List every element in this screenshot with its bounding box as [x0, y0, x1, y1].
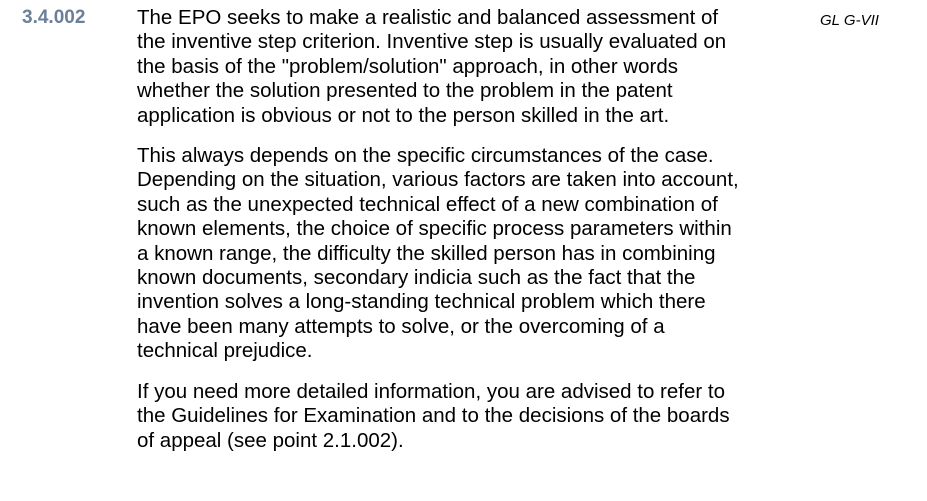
section-number: 3.4.002	[22, 7, 86, 28]
text-line: the Guidelines for Examination and to the decisions of the boards	[137, 404, 730, 428]
text-line: whether the solution presented to the problem in the patent	[137, 79, 673, 103]
section-body	[137, 6, 797, 469]
text-line: have been many attempts to solve, or the overcoming of a	[137, 314, 665, 338]
text-line: the inventive step criterion. Inventive step is usually evaluated on	[137, 30, 727, 54]
text-line: the basis of the "problem/solution" approach, in other words	[137, 54, 679, 78]
text-line: If you need more detailed information, you are advised to refer to	[137, 379, 726, 403]
text-line: a known range, the difficulty the skilled person has in combining	[137, 241, 716, 265]
text-line: of appeal (see point 2.1.002).	[137, 428, 404, 452]
paragraph-1	[137, 6, 797, 128]
text-line: invention solves a long-standing technical problem which there	[137, 290, 706, 314]
text-line: The EPO seeks to make a realistic and balanced assessment of	[137, 6, 719, 29]
margin-reference: GL G-VII	[820, 12, 879, 29]
text-line: application is obvious or not to the person skilled in the art.	[137, 103, 670, 127]
text-line: Depending on the situation, various factors are taken into account,	[137, 168, 739, 192]
text-line: technical prejudice.	[137, 339, 313, 363]
text-line: known elements, the choice of specific process parameters within	[137, 217, 732, 241]
paragraph-2	[137, 144, 797, 364]
text-line: This always depends on the specific circumstances of the case.	[137, 144, 714, 168]
text-line: such as the unexpected technical effect of a new combination of	[137, 192, 718, 216]
paragraph-3	[137, 380, 797, 453]
text-line: known documents, secondary indicia such as the fact that the	[137, 266, 696, 290]
